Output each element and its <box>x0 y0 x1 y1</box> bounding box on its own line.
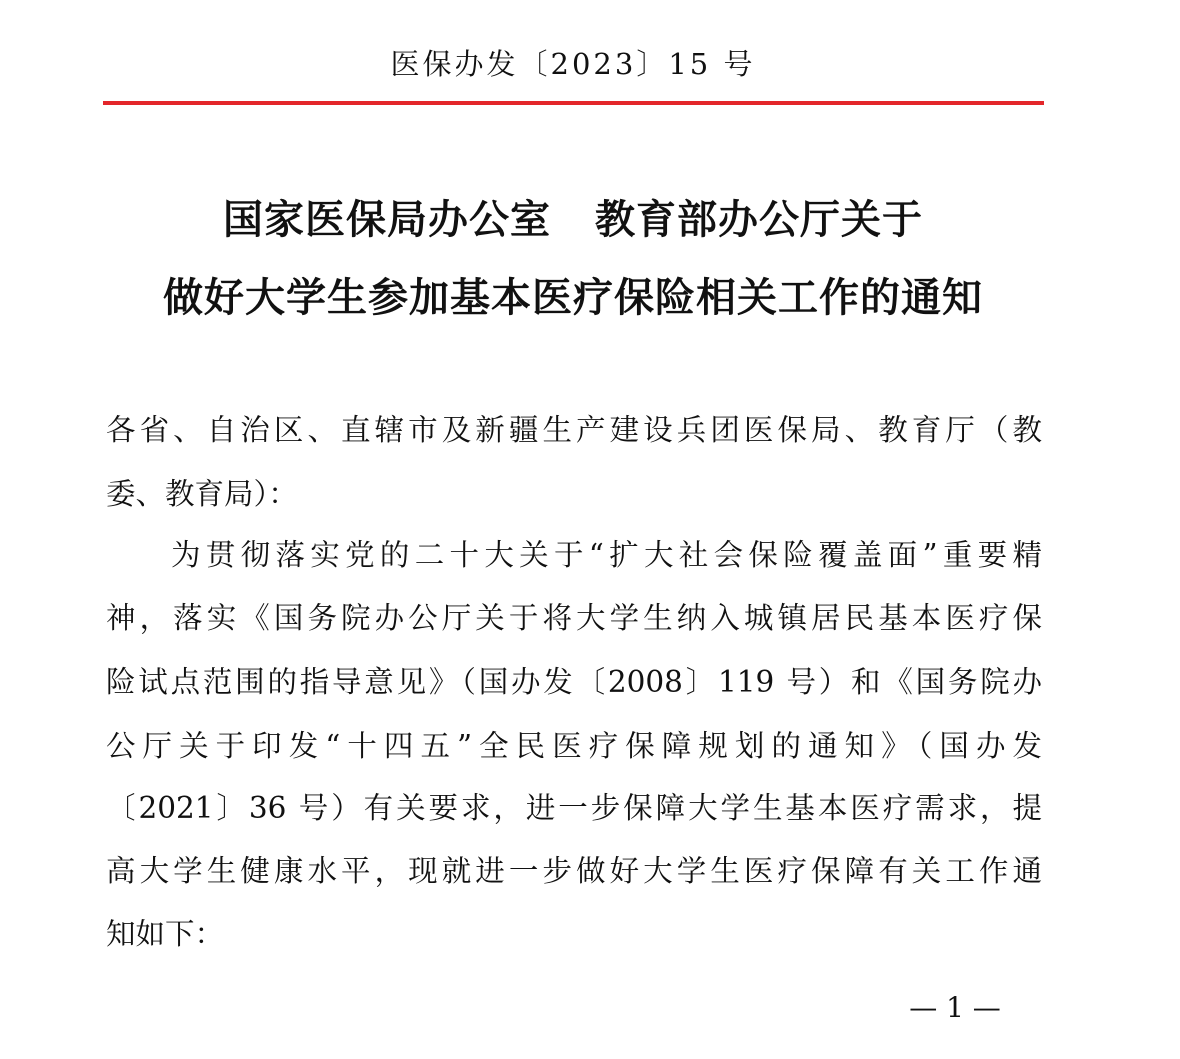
red-header-rule <box>103 101 1044 105</box>
body-line-1: 各省、自治区、直辖市及新疆生产建设兵团医保局、教育厅（教 <box>106 413 1042 447</box>
document-number: 医保办发〔2023〕15 号 <box>390 47 756 81</box>
title-issuer-1: 国家医保局办公室 <box>223 197 551 243</box>
body-line-2: 委、教育局）： <box>106 477 298 511</box>
body-line-5: 险试点范围的指导意见》（国办发〔2008〕119 号）和《国务院办 <box>106 665 1042 699</box>
body-line-6: 公厅关于印发“十四五”全民医疗保障规划的通知》（国办发 <box>106 729 1042 763</box>
title-line-1 <box>0 192 1146 248</box>
body-line-3: 为贯彻落实党的二十大关于“扩大社会保险覆盖面”重要精 <box>171 538 1042 572</box>
body-line-7: 〔2021〕36 号）有关要求，进一步保障大学生基本医疗需求，提 <box>106 791 1042 825</box>
page-number: — 1 — <box>909 991 1001 1024</box>
title-line-2: 做好大学生参加基本医疗保险相关工作的通知 <box>163 275 983 321</box>
body-line-9: 知如下： <box>106 917 225 951</box>
title-issuer-2: 教育部办公厅关于 <box>595 197 923 243</box>
body-line-4: 神，落实《国务院办公厅关于将大学生纳入城镇居民基本医疗保 <box>106 601 1042 635</box>
body-line-8: 高大学生健康水平，现就进一步做好大学生医疗保障有关工作通 <box>106 854 1042 888</box>
